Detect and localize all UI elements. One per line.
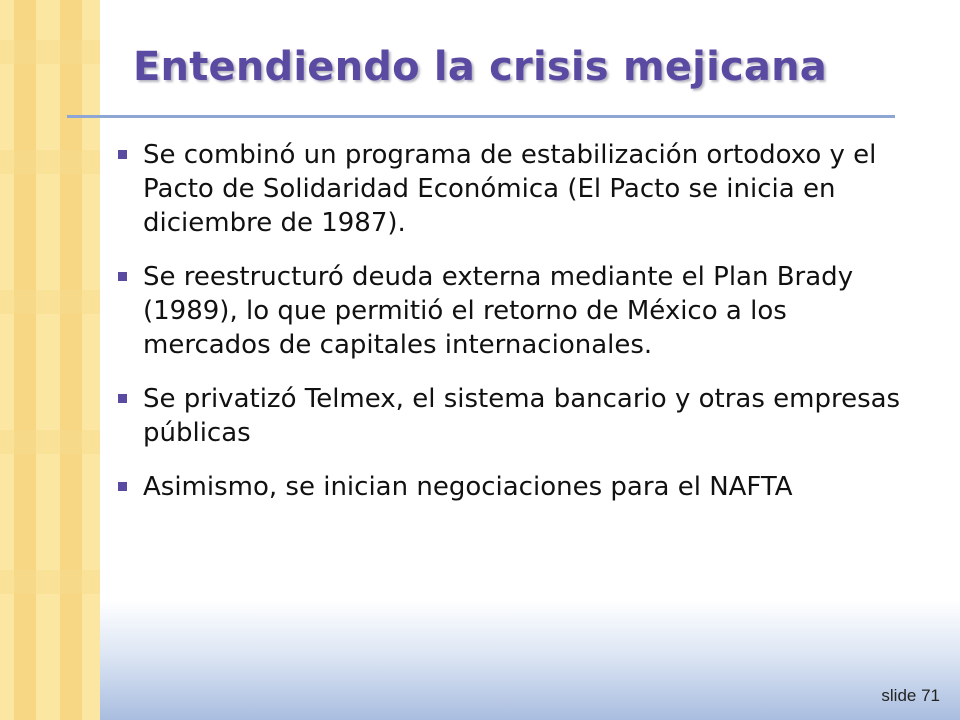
bullet-text: Asimismo, se inician negociaciones para el NAFTA: [143, 472, 793, 502]
strip-band: [0, 430, 100, 454]
strip-band: [0, 290, 100, 314]
bullet-square-icon: [118, 482, 127, 491]
bottom-gradient: [100, 600, 960, 720]
bullet-square-icon: [118, 394, 127, 403]
strip-band: [0, 40, 100, 64]
bullet-item: [112, 470, 902, 504]
left-decorative-strip: [0, 0, 100, 720]
bullet-text: Se reestructuró deuda externa mediante el Plan Brady (1989), lo que permitió el retorno de México a los mercados de capitales internacionales.: [143, 262, 854, 360]
bullet-item: [112, 138, 902, 240]
bullet-square-icon: [118, 272, 127, 281]
strip-band: [60, 0, 82, 720]
bullet-list: [112, 138, 902, 524]
slide-title: Entendiendo la crisis mejicana: [133, 44, 827, 90]
strip-band: [0, 570, 100, 594]
bullet-square-icon: [118, 150, 127, 159]
bullet-text: Se privatizó Telmex, el sistema bancario y otras empresas públicas: [143, 384, 901, 448]
strip-band: [0, 150, 100, 174]
title-divider: [67, 115, 895, 118]
bullet-text: Se combinó un programa de estabilización ortodoxo y el Pacto de Solidaridad Económica (El Pacto se inicia en diciembre de 1987).: [143, 140, 877, 238]
bullet-item: [112, 382, 902, 450]
strip-band: [14, 0, 36, 720]
slide-number: slide 71: [881, 686, 940, 705]
bullet-item: [112, 260, 902, 362]
